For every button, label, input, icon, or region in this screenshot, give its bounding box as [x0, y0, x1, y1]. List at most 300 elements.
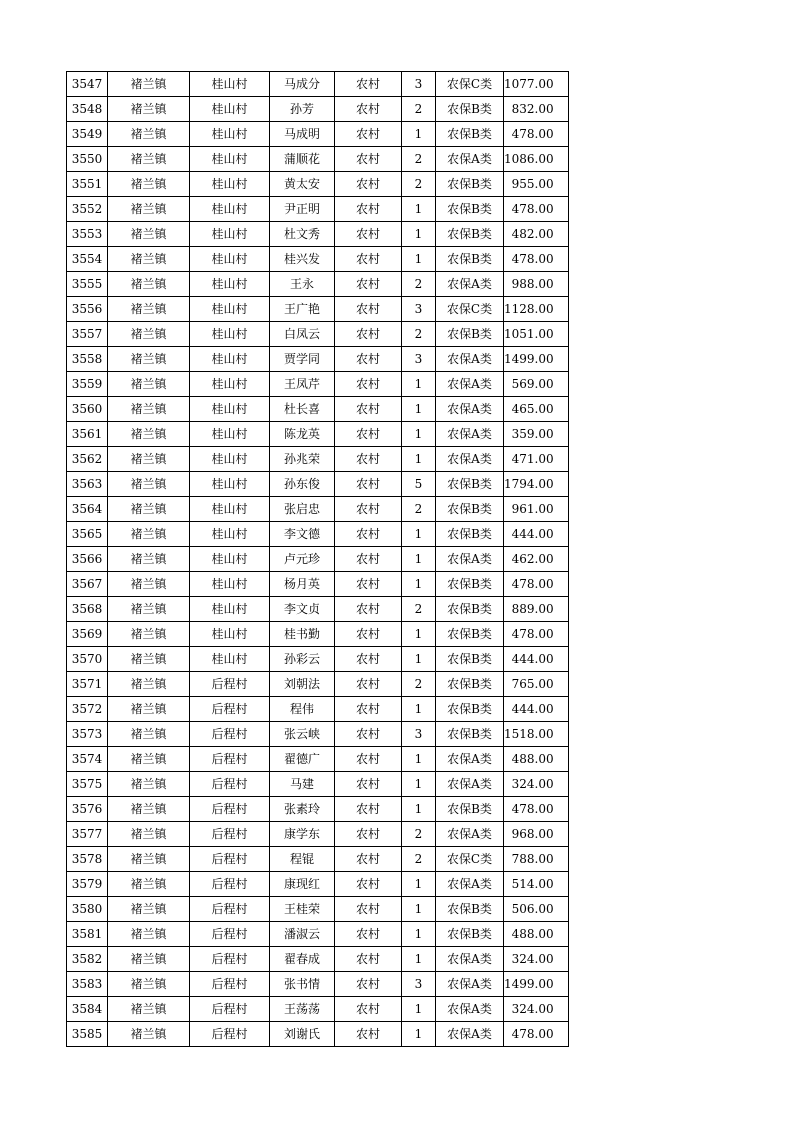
- category-cell: 农保B类: [436, 597, 504, 622]
- name-cell: 马成明: [270, 122, 335, 147]
- amount-cell: 961.00: [504, 497, 569, 522]
- amount-cell: 478.00: [504, 247, 569, 272]
- town-cell: 褚兰镇: [108, 122, 190, 147]
- table-row: [67, 1022, 569, 1047]
- amount-cell: 488.00: [504, 747, 569, 772]
- village-cell: 桂山村: [190, 272, 270, 297]
- village-cell: 桂山村: [190, 647, 270, 672]
- name-cell: 张启忠: [270, 497, 335, 522]
- table-row: [67, 772, 569, 797]
- serial-number-cell: 3560: [67, 397, 108, 422]
- serial-number-cell: 3571: [67, 672, 108, 697]
- name-cell: 孙彩云: [270, 647, 335, 672]
- amount-cell: 955.00: [504, 172, 569, 197]
- amount-cell: 478.00: [504, 797, 569, 822]
- serial-number-cell: 3553: [67, 222, 108, 247]
- category-cell: 农保A类: [436, 372, 504, 397]
- member-count-cell: 3: [402, 72, 436, 97]
- name-cell: 程伟: [270, 697, 335, 722]
- category-cell: 农保B类: [436, 222, 504, 247]
- name-cell: 程锟: [270, 847, 335, 872]
- household-type-cell: 农村: [335, 872, 402, 897]
- household-type-cell: 农村: [335, 1022, 402, 1047]
- member-count-cell: 2: [402, 497, 436, 522]
- amount-cell: 1794.00: [504, 472, 569, 497]
- household-type-cell: 农村: [335, 897, 402, 922]
- category-cell: 农保C类: [436, 847, 504, 872]
- amount-cell: 478.00: [504, 197, 569, 222]
- serial-number-cell: 3567: [67, 572, 108, 597]
- category-cell: 农保A类: [436, 872, 504, 897]
- village-cell: 后程村: [190, 822, 270, 847]
- town-cell: 褚兰镇: [108, 647, 190, 672]
- category-cell: 农保B类: [436, 472, 504, 497]
- village-cell: 桂山村: [190, 122, 270, 147]
- household-type-cell: 农村: [335, 322, 402, 347]
- member-count-cell: 3: [402, 347, 436, 372]
- town-cell: 褚兰镇: [108, 697, 190, 722]
- table-row: [67, 822, 569, 847]
- serial-number-cell: 3561: [67, 422, 108, 447]
- category-cell: 农保A类: [436, 547, 504, 572]
- category-cell: 农保B类: [436, 97, 504, 122]
- household-type-cell: 农村: [335, 547, 402, 572]
- serial-number-cell: 3581: [67, 922, 108, 947]
- serial-number-cell: 3564: [67, 497, 108, 522]
- category-cell: 农保B类: [436, 622, 504, 647]
- member-count-cell: 1: [402, 1022, 436, 1047]
- village-cell: 桂山村: [190, 522, 270, 547]
- serial-number-cell: 3578: [67, 847, 108, 872]
- member-count-cell: 1: [402, 697, 436, 722]
- name-cell: 贾学同: [270, 347, 335, 372]
- household-type-cell: 农村: [335, 197, 402, 222]
- village-cell: 桂山村: [190, 472, 270, 497]
- category-cell: 农保A类: [436, 447, 504, 472]
- village-cell: 后程村: [190, 997, 270, 1022]
- town-cell: 褚兰镇: [108, 847, 190, 872]
- serial-number-cell: 3559: [67, 372, 108, 397]
- serial-number-cell: 3584: [67, 997, 108, 1022]
- town-cell: 褚兰镇: [108, 972, 190, 997]
- name-cell: 杜长喜: [270, 397, 335, 422]
- village-cell: 后程村: [190, 797, 270, 822]
- household-type-cell: 农村: [335, 447, 402, 472]
- serial-number-cell: 3555: [67, 272, 108, 297]
- amount-cell: 1499.00: [504, 972, 569, 997]
- data-table: [66, 71, 569, 1047]
- serial-number-cell: 3574: [67, 747, 108, 772]
- member-count-cell: 1: [402, 222, 436, 247]
- town-cell: 褚兰镇: [108, 1022, 190, 1047]
- table-row: [67, 72, 569, 97]
- member-count-cell: 2: [402, 272, 436, 297]
- amount-cell: 462.00: [504, 547, 569, 572]
- table-row: [67, 847, 569, 872]
- category-cell: 农保B类: [436, 522, 504, 547]
- town-cell: 褚兰镇: [108, 197, 190, 222]
- category-cell: 农保C类: [436, 297, 504, 322]
- table-row: [67, 647, 569, 672]
- table-row: [67, 322, 569, 347]
- serial-number-cell: 3557: [67, 322, 108, 347]
- town-cell: 褚兰镇: [108, 372, 190, 397]
- category-cell: 农保A类: [436, 397, 504, 422]
- town-cell: 褚兰镇: [108, 322, 190, 347]
- household-type-cell: 农村: [335, 997, 402, 1022]
- village-cell: 后程村: [190, 872, 270, 897]
- category-cell: 农保A类: [436, 997, 504, 1022]
- household-type-cell: 农村: [335, 522, 402, 547]
- member-count-cell: 2: [402, 672, 436, 697]
- amount-cell: 324.00: [504, 947, 569, 972]
- category-cell: 农保B类: [436, 497, 504, 522]
- household-type-cell: 农村: [335, 97, 402, 122]
- town-cell: 褚兰镇: [108, 672, 190, 697]
- table-row: [67, 472, 569, 497]
- household-type-cell: 农村: [335, 922, 402, 947]
- household-type-cell: 农村: [335, 572, 402, 597]
- serial-number-cell: 3552: [67, 197, 108, 222]
- household-type-cell: 农村: [335, 272, 402, 297]
- category-cell: 农保B类: [436, 672, 504, 697]
- household-type-cell: 农村: [335, 697, 402, 722]
- village-cell: 后程村: [190, 972, 270, 997]
- village-cell: 桂山村: [190, 347, 270, 372]
- household-type-cell: 农村: [335, 122, 402, 147]
- table-row: [67, 672, 569, 697]
- document-page: [66, 71, 569, 1047]
- category-cell: 农保B类: [436, 247, 504, 272]
- household-type-cell: 农村: [335, 347, 402, 372]
- category-cell: 农保A类: [436, 347, 504, 372]
- name-cell: 张云峡: [270, 722, 335, 747]
- serial-number-cell: 3570: [67, 647, 108, 672]
- category-cell: 农保B类: [436, 197, 504, 222]
- amount-cell: 444.00: [504, 697, 569, 722]
- table-row: [67, 397, 569, 422]
- household-type-cell: 农村: [335, 972, 402, 997]
- member-count-cell: 1: [402, 922, 436, 947]
- table-body: [67, 72, 569, 1047]
- amount-cell: 765.00: [504, 672, 569, 697]
- serial-number-cell: 3566: [67, 547, 108, 572]
- name-cell: 王凤芹: [270, 372, 335, 397]
- household-type-cell: 农村: [335, 222, 402, 247]
- household-type-cell: 农村: [335, 797, 402, 822]
- amount-cell: 478.00: [504, 572, 569, 597]
- table-row: [67, 222, 569, 247]
- village-cell: 后程村: [190, 1022, 270, 1047]
- village-cell: 桂山村: [190, 497, 270, 522]
- name-cell: 王永: [270, 272, 335, 297]
- amount-cell: 1086.00: [504, 147, 569, 172]
- amount-cell: 1051.00: [504, 322, 569, 347]
- member-count-cell: 1: [402, 647, 436, 672]
- member-count-cell: 3: [402, 722, 436, 747]
- table-row: [67, 172, 569, 197]
- name-cell: 李文德: [270, 522, 335, 547]
- serial-number-cell: 3550: [67, 147, 108, 172]
- village-cell: 后程村: [190, 897, 270, 922]
- category-cell: 农保A类: [436, 1022, 504, 1047]
- village-cell: 桂山村: [190, 422, 270, 447]
- table-row: [67, 497, 569, 522]
- household-type-cell: 农村: [335, 772, 402, 797]
- household-type-cell: 农村: [335, 397, 402, 422]
- amount-cell: 488.00: [504, 922, 569, 947]
- village-cell: 桂山村: [190, 97, 270, 122]
- member-count-cell: 2: [402, 822, 436, 847]
- serial-number-cell: 3582: [67, 947, 108, 972]
- village-cell: 桂山村: [190, 197, 270, 222]
- serial-number-cell: 3565: [67, 522, 108, 547]
- village-cell: 桂山村: [190, 547, 270, 572]
- village-cell: 桂山村: [190, 72, 270, 97]
- town-cell: 褚兰镇: [108, 572, 190, 597]
- category-cell: 农保B类: [436, 572, 504, 597]
- category-cell: 农保C类: [436, 72, 504, 97]
- town-cell: 褚兰镇: [108, 772, 190, 797]
- serial-number-cell: 3563: [67, 472, 108, 497]
- town-cell: 褚兰镇: [108, 272, 190, 297]
- name-cell: 刘谢氏: [270, 1022, 335, 1047]
- member-count-cell: 1: [402, 447, 436, 472]
- name-cell: 杨月英: [270, 572, 335, 597]
- name-cell: 康学东: [270, 822, 335, 847]
- table-row: [67, 447, 569, 472]
- town-cell: 褚兰镇: [108, 247, 190, 272]
- amount-cell: 832.00: [504, 97, 569, 122]
- household-type-cell: 农村: [335, 247, 402, 272]
- name-cell: 刘朝法: [270, 672, 335, 697]
- village-cell: 后程村: [190, 697, 270, 722]
- village-cell: 后程村: [190, 922, 270, 947]
- member-count-cell: 1: [402, 897, 436, 922]
- household-type-cell: 农村: [335, 372, 402, 397]
- village-cell: 后程村: [190, 672, 270, 697]
- amount-cell: 478.00: [504, 122, 569, 147]
- serial-number-cell: 3568: [67, 597, 108, 622]
- table-row: [67, 122, 569, 147]
- serial-number-cell: 3554: [67, 247, 108, 272]
- member-count-cell: 1: [402, 747, 436, 772]
- household-type-cell: 农村: [335, 947, 402, 972]
- town-cell: 褚兰镇: [108, 722, 190, 747]
- household-type-cell: 农村: [335, 297, 402, 322]
- amount-cell: 324.00: [504, 997, 569, 1022]
- table-row: [67, 147, 569, 172]
- town-cell: 褚兰镇: [108, 97, 190, 122]
- amount-cell: 889.00: [504, 597, 569, 622]
- serial-number-cell: 3547: [67, 72, 108, 97]
- table-row: [67, 922, 569, 947]
- name-cell: 卢元珍: [270, 547, 335, 572]
- name-cell: 陈龙英: [270, 422, 335, 447]
- category-cell: 农保A类: [436, 972, 504, 997]
- village-cell: 桂山村: [190, 147, 270, 172]
- amount-cell: 1518.00: [504, 722, 569, 747]
- town-cell: 褚兰镇: [108, 497, 190, 522]
- member-count-cell: 5: [402, 472, 436, 497]
- category-cell: 农保B类: [436, 697, 504, 722]
- table-row: [67, 747, 569, 772]
- category-cell: 农保A类: [436, 147, 504, 172]
- member-count-cell: 1: [402, 947, 436, 972]
- amount-cell: 1128.00: [504, 297, 569, 322]
- amount-cell: 988.00: [504, 272, 569, 297]
- serial-number-cell: 3572: [67, 697, 108, 722]
- household-type-cell: 农村: [335, 172, 402, 197]
- amount-cell: 788.00: [504, 847, 569, 872]
- amount-cell: 1499.00: [504, 347, 569, 372]
- table-row: [67, 722, 569, 747]
- table-row: [67, 297, 569, 322]
- village-cell: 后程村: [190, 947, 270, 972]
- amount-cell: 482.00: [504, 222, 569, 247]
- amount-cell: 471.00: [504, 447, 569, 472]
- town-cell: 褚兰镇: [108, 997, 190, 1022]
- household-type-cell: 农村: [335, 822, 402, 847]
- household-type-cell: 农村: [335, 722, 402, 747]
- member-count-cell: 1: [402, 572, 436, 597]
- town-cell: 褚兰镇: [108, 222, 190, 247]
- category-cell: 农保A类: [436, 272, 504, 297]
- village-cell: 桂山村: [190, 572, 270, 597]
- town-cell: 褚兰镇: [108, 947, 190, 972]
- category-cell: 农保B类: [436, 172, 504, 197]
- category-cell: 农保A类: [436, 747, 504, 772]
- amount-cell: 324.00: [504, 772, 569, 797]
- name-cell: 杜文秀: [270, 222, 335, 247]
- member-count-cell: 1: [402, 797, 436, 822]
- category-cell: 农保B类: [436, 322, 504, 347]
- household-type-cell: 农村: [335, 147, 402, 172]
- town-cell: 褚兰镇: [108, 547, 190, 572]
- member-count-cell: 1: [402, 122, 436, 147]
- amount-cell: 444.00: [504, 647, 569, 672]
- table-row: [67, 572, 569, 597]
- member-count-cell: 1: [402, 247, 436, 272]
- member-count-cell: 1: [402, 772, 436, 797]
- town-cell: 褚兰镇: [108, 397, 190, 422]
- member-count-cell: 3: [402, 297, 436, 322]
- amount-cell: 1077.00: [504, 72, 569, 97]
- category-cell: 农保B类: [436, 922, 504, 947]
- member-count-cell: 2: [402, 597, 436, 622]
- member-count-cell: 2: [402, 322, 436, 347]
- name-cell: 翟春成: [270, 947, 335, 972]
- town-cell: 褚兰镇: [108, 897, 190, 922]
- serial-number-cell: 3549: [67, 122, 108, 147]
- serial-number-cell: 3585: [67, 1022, 108, 1047]
- member-count-cell: 1: [402, 397, 436, 422]
- category-cell: 农保B类: [436, 797, 504, 822]
- member-count-cell: 1: [402, 997, 436, 1022]
- table-row: [67, 422, 569, 447]
- member-count-cell: 1: [402, 422, 436, 447]
- name-cell: 翟德广: [270, 747, 335, 772]
- category-cell: 农保A类: [436, 422, 504, 447]
- town-cell: 褚兰镇: [108, 597, 190, 622]
- category-cell: 农保A类: [436, 772, 504, 797]
- village-cell: 桂山村: [190, 297, 270, 322]
- town-cell: 褚兰镇: [108, 147, 190, 172]
- serial-number-cell: 3577: [67, 822, 108, 847]
- household-type-cell: 农村: [335, 647, 402, 672]
- table-row: [67, 247, 569, 272]
- serial-number-cell: 3569: [67, 622, 108, 647]
- household-type-cell: 农村: [335, 497, 402, 522]
- table-row: [67, 697, 569, 722]
- serial-number-cell: 3556: [67, 297, 108, 322]
- table-row: [67, 197, 569, 222]
- amount-cell: 444.00: [504, 522, 569, 547]
- name-cell: 马成分: [270, 72, 335, 97]
- name-cell: 孙东俊: [270, 472, 335, 497]
- table-row: [67, 372, 569, 397]
- household-type-cell: 农村: [335, 422, 402, 447]
- table-row: [67, 947, 569, 972]
- village-cell: 桂山村: [190, 397, 270, 422]
- member-count-cell: 1: [402, 372, 436, 397]
- table-row: [67, 522, 569, 547]
- name-cell: 张书情: [270, 972, 335, 997]
- name-cell: 孙芳: [270, 97, 335, 122]
- serial-number-cell: 3579: [67, 872, 108, 897]
- table-row: [67, 347, 569, 372]
- village-cell: 桂山村: [190, 172, 270, 197]
- village-cell: 桂山村: [190, 622, 270, 647]
- household-type-cell: 农村: [335, 622, 402, 647]
- name-cell: 黄太安: [270, 172, 335, 197]
- town-cell: 褚兰镇: [108, 72, 190, 97]
- serial-number-cell: 3583: [67, 972, 108, 997]
- village-cell: 桂山村: [190, 597, 270, 622]
- serial-number-cell: 3575: [67, 772, 108, 797]
- household-type-cell: 农村: [335, 472, 402, 497]
- amount-cell: 478.00: [504, 1022, 569, 1047]
- member-count-cell: 2: [402, 172, 436, 197]
- name-cell: 王荡荡: [270, 997, 335, 1022]
- household-type-cell: 农村: [335, 747, 402, 772]
- serial-number-cell: 3562: [67, 447, 108, 472]
- serial-number-cell: 3548: [67, 97, 108, 122]
- table-row: [67, 547, 569, 572]
- village-cell: 后程村: [190, 772, 270, 797]
- member-count-cell: 1: [402, 522, 436, 547]
- table-row: [67, 897, 569, 922]
- name-cell: 孙兆荣: [270, 447, 335, 472]
- serial-number-cell: 3558: [67, 347, 108, 372]
- name-cell: 康现红: [270, 872, 335, 897]
- household-type-cell: 农村: [335, 597, 402, 622]
- table-row: [67, 97, 569, 122]
- town-cell: 褚兰镇: [108, 622, 190, 647]
- table-row: [67, 622, 569, 647]
- name-cell: 尹正明: [270, 197, 335, 222]
- name-cell: 蒲顺花: [270, 147, 335, 172]
- table-row: [67, 972, 569, 997]
- town-cell: 褚兰镇: [108, 797, 190, 822]
- serial-number-cell: 3551: [67, 172, 108, 197]
- table-row: [67, 797, 569, 822]
- amount-cell: 478.00: [504, 622, 569, 647]
- village-cell: 后程村: [190, 847, 270, 872]
- town-cell: 褚兰镇: [108, 922, 190, 947]
- category-cell: 农保B类: [436, 122, 504, 147]
- village-cell: 后程村: [190, 722, 270, 747]
